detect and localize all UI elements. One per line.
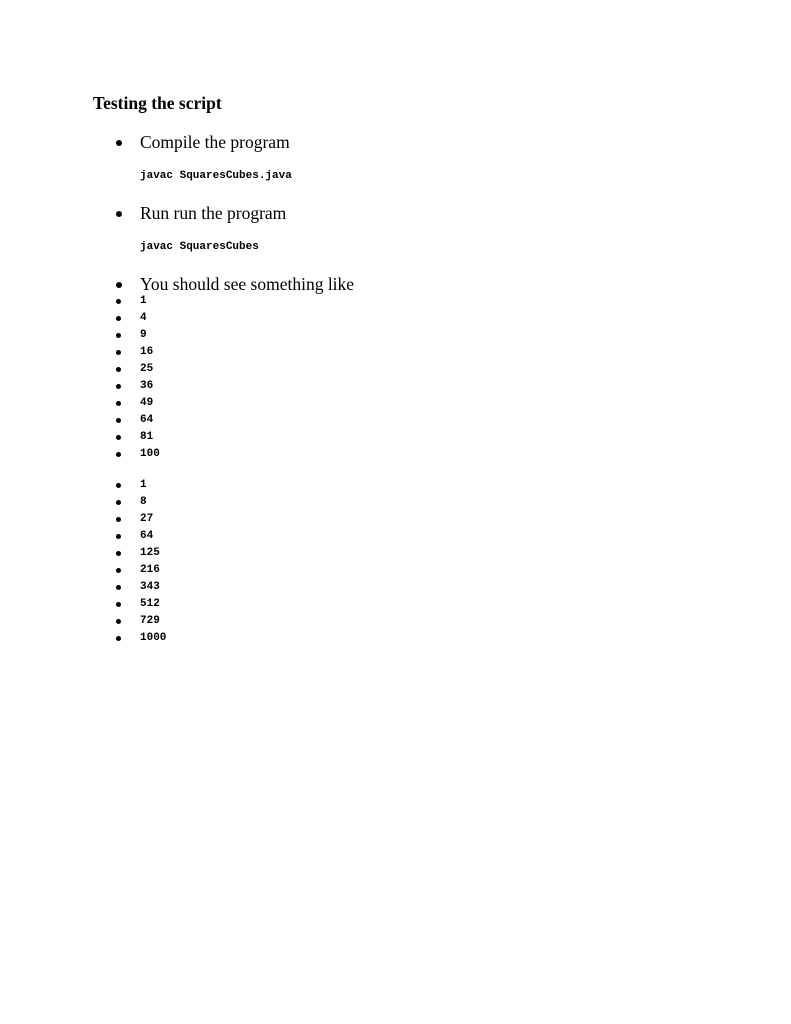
bullet-icon [116,534,121,539]
bullet-icon [116,483,121,488]
bullet-icon [116,517,121,522]
step-label: Run run the program [140,203,287,223]
section-heading: Testing the script [93,93,222,113]
bullet-icon [116,333,121,338]
bullet-icon [116,619,121,624]
bullet-icon [116,435,121,440]
bullet-icon [116,401,121,406]
document-page: Testing the script Compile the program javac SquaresCubes.java Run run the program javac SquaresCubes You should see something like 1 4 9 16 25 36 49 64 81 100 1 8 27 64 125 216 343 512 729 1000 [93,93,355,644]
bullet-icon [116,602,121,607]
step-label: You should see something like [140,274,355,294]
bullet-icon [116,367,121,372]
bullet-icon [116,568,121,573]
bullet-icon [116,452,121,457]
bullet-icon [116,500,121,505]
step-label: Compile the program [140,132,290,152]
bullet-icon [116,299,121,304]
bullet-icon [116,636,121,641]
bullet-icon [116,282,122,288]
code-run: javac SquaresCubes [140,241,259,253]
bullet-icon [116,211,122,217]
bullet-icon [116,350,121,355]
bullet-icon [116,384,121,389]
bullet-icon [116,551,121,556]
bullet-icon [116,585,121,590]
bullet-icon [116,140,122,146]
bullet-icon [116,316,121,321]
bullet-icon [116,418,121,423]
code-compile: javac SquaresCubes.java [140,170,292,182]
